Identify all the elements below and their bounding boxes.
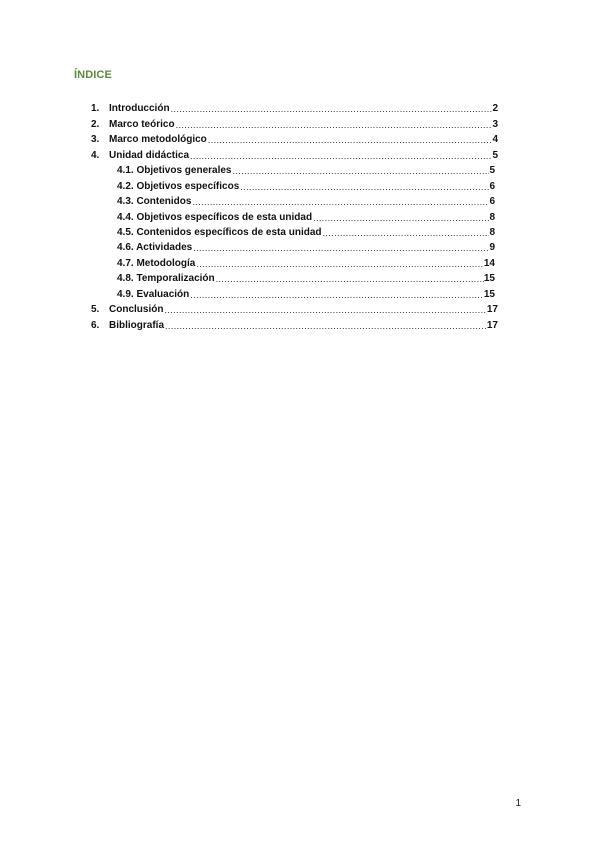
- toc-entry-page: 15: [483, 273, 495, 285]
- toc-entry-page: 8: [489, 226, 495, 238]
- toc-entry-page: 4: [492, 134, 498, 146]
- dot-leader: [175, 119, 493, 131]
- toc-entry-number: 3.: [91, 134, 100, 146]
- toc-entry-number: 6.: [91, 319, 100, 331]
- toc-entry-label: 4.2. Objetivos específicos: [117, 180, 240, 192]
- toc-entry-contenidos-unidad[interactable]: [0, 224, 600, 239]
- toc-entry-label: 4.3. Contenidos: [117, 196, 192, 208]
- dot-leader: [191, 196, 489, 208]
- toc-entry-objetivos-especificos[interactable]: [0, 177, 600, 192]
- toc-entry-marco-metodologico[interactable]: [0, 131, 600, 146]
- toc-entry-label: 4.4. Objetivos específicos de esta unidad: [117, 211, 313, 223]
- toc-entry-page: 17: [486, 319, 498, 331]
- dot-leader: [239, 181, 489, 193]
- dot-leader: [192, 242, 489, 254]
- toc-entry-label: 4.8. Temporalización: [117, 273, 215, 285]
- dot-leader: [163, 304, 486, 316]
- toc-entry-bibliografia[interactable]: [0, 316, 600, 331]
- toc-entry-actividades[interactable]: [0, 239, 600, 254]
- toc-entry-objetivos-generales[interactable]: [0, 162, 600, 177]
- toc-entry-objetivos-unidad[interactable]: [0, 208, 600, 223]
- toc-entry-page: 17: [486, 304, 498, 316]
- toc-entry-number: 2.: [91, 118, 100, 130]
- page-title: ÍNDICE: [74, 69, 112, 81]
- dot-leader: [232, 165, 490, 177]
- page-number: 1: [515, 798, 521, 809]
- toc-entry-label: Bibliografía: [109, 319, 165, 331]
- toc-entry-number: 4.: [91, 149, 100, 161]
- dot-leader: [189, 150, 492, 162]
- dot-leader: [312, 212, 489, 224]
- toc-entry-label: Conclusión: [109, 304, 164, 316]
- dot-leader: [195, 258, 484, 270]
- dot-leader: [189, 289, 484, 301]
- toc-entry-page: 6: [489, 180, 495, 192]
- toc-entry-label: Unidad didáctica: [109, 149, 190, 161]
- toc-entry-page: 3: [492, 118, 498, 130]
- toc-entry-temporalizacion[interactable]: [0, 270, 600, 285]
- toc-entry-page: 5: [489, 165, 495, 177]
- toc-entry-page: 9: [489, 242, 495, 254]
- toc-entry-page: 14: [483, 257, 495, 269]
- toc-entry-contenidos[interactable]: [0, 193, 600, 208]
- toc-entry-label: 4.9. Evaluación: [117, 288, 190, 300]
- toc-entry-label: Introducción: [109, 103, 170, 115]
- toc-entry-page: 2: [492, 103, 498, 115]
- toc-entry-page: 5: [492, 149, 498, 161]
- toc-entry-label: 4.1. Objetivos generales: [117, 165, 232, 177]
- toc-entry-page: 8: [489, 211, 495, 223]
- table-of-contents: [0, 100, 600, 332]
- dot-leader: [164, 320, 487, 332]
- toc-entry-marco-teorico[interactable]: [0, 115, 600, 130]
- toc-entry-number: 5.: [91, 304, 100, 316]
- toc-entry-unidad-didactica[interactable]: [0, 146, 600, 161]
- toc-entry-evaluacion[interactable]: [0, 285, 600, 300]
- toc-entry-label: 4.6. Actividades: [117, 242, 193, 254]
- toc-entry-label: 4.7. Metodología: [117, 257, 196, 269]
- toc-entry-label: Marco metodológico: [109, 134, 207, 146]
- toc-entry-label: 4.5. Contenidos específicos de esta unidad: [117, 226, 322, 238]
- toc-entry-page: 6: [489, 196, 495, 208]
- toc-entry-label: Marco teórico: [109, 118, 175, 130]
- dot-leader: [207, 134, 493, 146]
- dot-leader: [215, 273, 484, 285]
- toc-entry-conclusion[interactable]: [0, 301, 600, 316]
- toc-entry-page: 15: [483, 288, 495, 300]
- toc-entry-number: 1.: [91, 103, 100, 115]
- toc-entry-introduccion[interactable]: [0, 100, 600, 115]
- dot-leader: [170, 103, 493, 115]
- toc-entry-metodologia[interactable]: [0, 254, 600, 269]
- dot-leader: [322, 227, 490, 239]
